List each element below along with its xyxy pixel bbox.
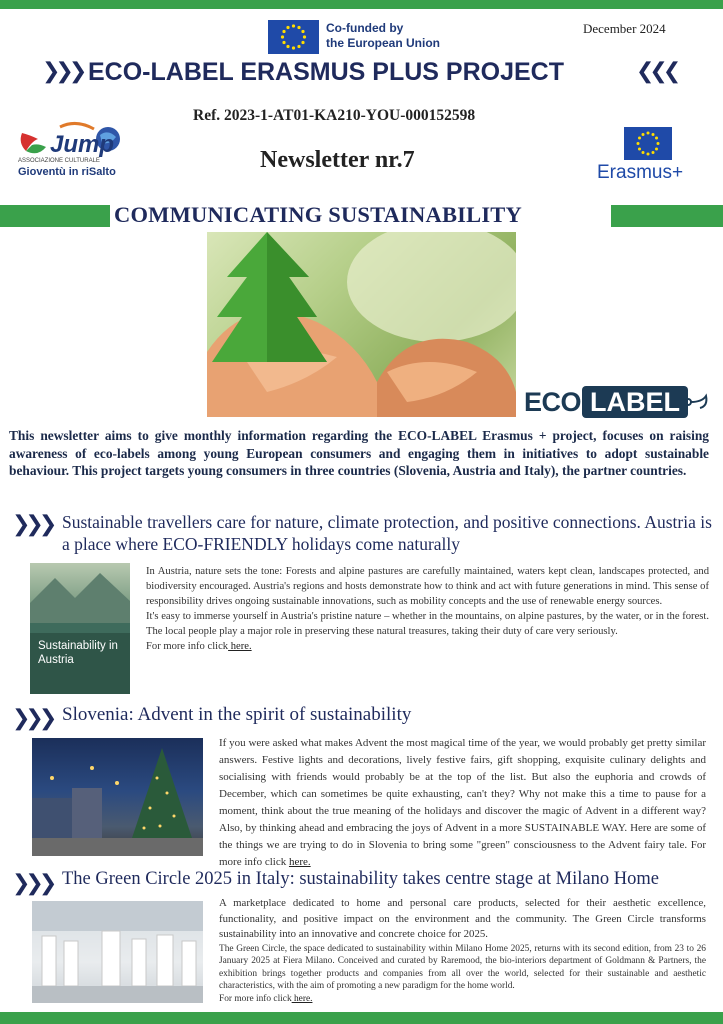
jump-logo-text: Jump xyxy=(50,131,115,158)
eu-flag-icon xyxy=(268,20,319,54)
section2-chevrons-icon: ❯❯❯ xyxy=(12,706,53,731)
section3-more xyxy=(219,993,706,1006)
erasmus-stars-icon xyxy=(624,127,672,160)
section1-title: Sustainable travellers care for nature, climate protection, and positive connections. Austria is a place where ECO-FRIENDLY holidays come naturally xyxy=(62,512,712,554)
jump-assoc: ASSOCIAZIONE CULTURALE xyxy=(18,158,100,164)
section1-more-link[interactable]: here. xyxy=(228,641,252,652)
section1-paragraph2: It's easy to immerse yourself in Austria's pristine nature – whether in the mountains, on alpine pastures, by the water, or in the forest. The local people play a major role in preserving these natural treasures, taking their duty of care very seriously. xyxy=(146,611,709,637)
section3-title: The Green Circle 2025 in Italy: sustainability takes centre stage at Milano Home xyxy=(62,869,659,889)
section1-paragraph1: In Austria, nature sets the tone: Forests and alpine pastures are carefully maintained, waters kept clean, landscapes protected, and biodiversity encouraged. Austria's regions and hosts demonstrate how to think and act with future generations in mind. This sense of responsibility drives ongoing sustainable innovations, such as mobility concepts and the use of renewable energy sources. xyxy=(146,566,709,607)
section1-image xyxy=(30,563,130,694)
section2-more-link[interactable]: here. xyxy=(288,856,311,868)
section3-body xyxy=(219,896,706,1005)
newsletter-number: Newsletter nr.7 xyxy=(260,147,415,173)
newsletter-date: December 2024 xyxy=(583,21,666,36)
section1-chevrons-icon: ❯❯❯ xyxy=(12,512,53,537)
section1-more-prefix: For more info click xyxy=(146,641,229,652)
hero-banner-right xyxy=(611,205,723,227)
section3-more-link[interactable]: here. xyxy=(291,993,313,1004)
erasmus-label: Erasmus+ xyxy=(597,162,684,183)
section3-chevrons-icon: ❯❯❯ xyxy=(12,871,53,896)
hands-tree-illustration xyxy=(207,232,516,417)
project-reference: Ref. 2023-1-AT01-KA210-YOU-000152598 xyxy=(193,107,476,124)
section2-title: Slovenia: Advent in the spirit of sustainability xyxy=(62,704,412,725)
section3-paragraph2: The Green Circle, the space dedicated to sustainability within Milano Home 2025, returns with its second edition, from 23 to 26 January 2025 at Fiera Milano. Conceived and curated by Raremood, the bio-interiors department of Goldmann & Partners, the exhibition brings together products and companies from all over the world, selected for their sustainable and aesthetic characteristics, with the aim of promoting a new paradigm for the home world. xyxy=(219,943,706,992)
ecolabel-tag-icon xyxy=(682,392,710,412)
section3-more-prefix: For more info click xyxy=(219,993,292,1004)
eu-cofunded-label xyxy=(326,21,440,51)
section1-image-caption: Sustainability in Austria xyxy=(38,640,118,666)
section2-paragraph1: If you were asked what makes Advent the most magical time of the year, we would probably get pretty similar answers. Festive lights and decorations, lively festive fairs, gift shopping, exquisite culinary delights and socialising with friends would probably be at the top of the list. But also the euphoria and crowds of December, which can sometimes be quite exhausting, can't they? Why not make this a time to pause for a moment, think about the true meaning of the holidays and discover the magic of Advent in a different way? Also, by thinking ahead and embracing the joys of Advent in a more SUSTAINABLE WAY. Here are some of the things we are trying to do in Slovenia to bring some "green" consciousness to the Advent fairy tale. For more info click xyxy=(219,737,706,868)
hero-title: COMMUNICATING SUSTAINABILITY xyxy=(114,202,522,227)
title-chevrons-right: ❮❮❮ xyxy=(636,59,677,84)
austria-lake-illustration xyxy=(30,563,130,694)
eu-label-line2: the European Union xyxy=(326,36,440,50)
section1-body xyxy=(146,564,709,654)
project-title: ECO-LABEL ERASMUS PLUS PROJECT xyxy=(88,58,564,86)
section1-more xyxy=(146,639,709,654)
section2-image xyxy=(32,738,203,856)
section3-paragraph1: A marketplace dedicated to home and personal care products, selected for their aesthetic excellence, functionality, and positive impact on the environment and the community. The Green Circle transforms sustainability into an innovative and concrete choice for 2025. xyxy=(219,897,706,940)
erasmus-flag-icon xyxy=(624,127,672,160)
ecolabel-logo xyxy=(522,386,712,418)
exhibition-hall-illustration xyxy=(32,901,203,1003)
ecolabel-left: ECO xyxy=(524,387,582,417)
advent-tree-illustration xyxy=(32,738,203,856)
eu-stars-icon xyxy=(268,20,319,54)
intro-paragraph: This newsletter aims to give monthly information regarding the ECO-LABEL Erasmus + project, focuses on raising awareness of eco-labels among young European consumers and engaging them in initiatives to adopt sustainable behaviour. This project targets young consumers in three countries (Slovenia, Austria and Italy), the partner countries. xyxy=(9,428,709,479)
bottom-green-bar xyxy=(0,1012,723,1024)
hero-banner-left xyxy=(0,205,110,227)
jump-logo xyxy=(16,121,126,181)
hero-image xyxy=(207,232,516,417)
title-chevrons-left: ❯❯❯ xyxy=(42,59,83,84)
section2-body xyxy=(219,735,706,871)
top-green-bar xyxy=(0,0,723,9)
ecolabel-right: LABEL xyxy=(582,386,688,418)
jump-tagline: Gioventù in riSalto xyxy=(18,166,116,178)
eu-label-line1: Co-funded by xyxy=(326,21,404,35)
section3-image xyxy=(32,901,203,1003)
